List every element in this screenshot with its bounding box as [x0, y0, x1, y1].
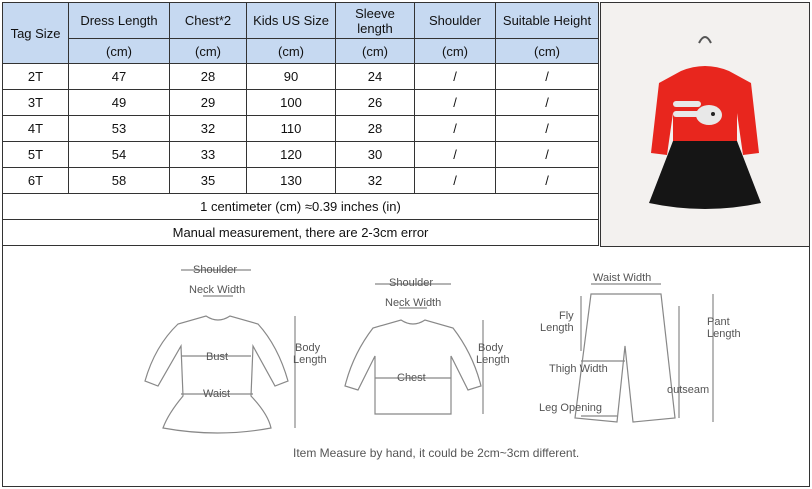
- pants-thigh-label: Thigh Width: [549, 363, 608, 375]
- table-row: [3, 142, 599, 168]
- cell: 30: [336, 142, 415, 168]
- pants-waist-label: Waist Width: [593, 272, 652, 284]
- header-shoulder: Shoulder: [415, 3, 496, 39]
- dress-waist-label: Waist: [203, 388, 231, 400]
- cell: 53: [69, 116, 170, 142]
- conversion-note: 1 centimeter (cm) ≈0.39 inches (in): [3, 194, 599, 220]
- cell: 49: [69, 90, 170, 116]
- measurement-diagram: [2, 246, 810, 487]
- cell: /: [415, 116, 496, 142]
- shirt-chest-label: Chest: [397, 372, 426, 384]
- cell: 110: [247, 116, 336, 142]
- shirt-body-label: Body: [478, 342, 504, 354]
- cell: /: [415, 142, 496, 168]
- error-note: Manual measurement, there are 2-3cm error: [3, 220, 599, 246]
- dress-illustration: [601, 3, 809, 246]
- cell: 100: [247, 90, 336, 116]
- unit-cell: (cm): [69, 39, 170, 64]
- header-dress-length: Dress Length: [69, 3, 170, 39]
- cell: 4T: [3, 116, 69, 142]
- cell: 130: [247, 168, 336, 194]
- header-tag-size: Tag Size: [3, 3, 69, 64]
- cell: 58: [69, 168, 170, 194]
- table-row: [3, 168, 599, 194]
- cell: 28: [170, 64, 247, 90]
- cell: 28: [336, 116, 415, 142]
- table-row: [3, 64, 599, 90]
- cell: 47: [69, 64, 170, 90]
- unit-cell: (cm): [496, 39, 599, 64]
- size-table: [2, 2, 599, 246]
- cell: 2T: [3, 64, 69, 90]
- header-us-size: Kids US Size: [247, 3, 336, 39]
- cell: /: [415, 168, 496, 194]
- shirt-neck-label: Neck Width: [385, 297, 442, 309]
- cell: 35: [170, 168, 247, 194]
- unit-cell: (cm): [415, 39, 496, 64]
- cell: /: [496, 90, 599, 116]
- cell: /: [496, 116, 599, 142]
- dress-body-label: Body: [295, 342, 321, 354]
- cell: 26: [336, 90, 415, 116]
- pants-fly-length-label: Length: [540, 322, 574, 334]
- cell: /: [415, 64, 496, 90]
- dress-neck-label: Neck Width: [189, 284, 246, 296]
- dress-shoulder-label: Shoulder: [193, 264, 238, 276]
- unit-cell: (cm): [336, 39, 415, 64]
- pants-length-label: Length: [707, 328, 741, 340]
- cell: 29: [170, 90, 247, 116]
- cell: 32: [336, 168, 415, 194]
- table-row: [3, 90, 599, 116]
- header-chest: Chest*2: [170, 3, 247, 39]
- shirt-shoulder-label: Shoulder: [389, 277, 434, 289]
- pants-leg-label: Leg Opening: [539, 402, 602, 414]
- dress-bust-label: Bust: [206, 351, 229, 363]
- table-row: [3, 116, 599, 142]
- dress-length-label: Length: [293, 354, 327, 366]
- cell: /: [496, 168, 599, 194]
- cell: /: [496, 64, 599, 90]
- cell: /: [415, 90, 496, 116]
- cell: 6T: [3, 168, 69, 194]
- cell: 3T: [3, 90, 69, 116]
- cell: 32: [170, 116, 247, 142]
- header-sleeve: Sleeve length: [336, 3, 415, 39]
- cell: 54: [69, 142, 170, 168]
- pants-outseam-label: outseam: [667, 384, 710, 396]
- pants-pant-label: Pant: [707, 316, 730, 328]
- measure-caption: Item Measure by hand, it could be 2cm~3cm different.: [293, 446, 580, 460]
- cell: 90: [247, 64, 336, 90]
- cell: 33: [170, 142, 247, 168]
- product-photo: [600, 2, 810, 247]
- unit-cell: (cm): [247, 39, 336, 64]
- cell: 24: [336, 64, 415, 90]
- cell: /: [496, 142, 599, 168]
- header-height: Suitable Height: [496, 3, 599, 39]
- unit-cell: (cm): [170, 39, 247, 64]
- shirt-length-label: Length: [476, 354, 510, 366]
- cell: 5T: [3, 142, 69, 168]
- pants-fly-label: Fly: [559, 310, 574, 322]
- cell: 120: [247, 142, 336, 168]
